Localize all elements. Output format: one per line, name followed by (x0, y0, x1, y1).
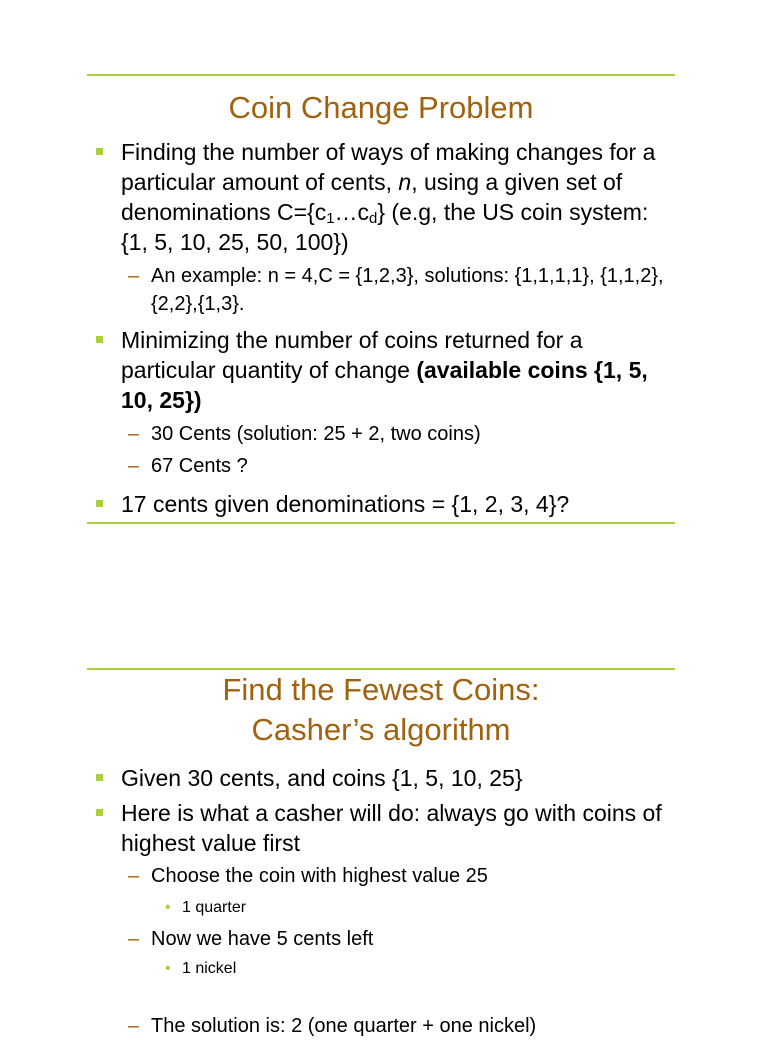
slide2-sub-bullet-3: – The solution is: 2 (one quarter + one nickel) (151, 1012, 681, 1040)
dash-bullet-icon: – (128, 265, 140, 287)
slide2-sub-bullet-2: – Now we have 5 cents left (151, 925, 681, 953)
dash-bullet-icon: – (128, 455, 140, 477)
bullet-square-icon (96, 500, 103, 507)
bullet-square-icon (96, 774, 103, 781)
dash-bullet-icon: – (128, 423, 140, 445)
bullet-square-icon (96, 336, 103, 343)
slide2-bullet-1: Given 30 cents, and coins {1, 5, 10, 25} (121, 763, 681, 793)
slide2-bullet-2: Here is what a casher will do: always go with coins of highest value first (121, 798, 681, 858)
slide1-sub-bullet-1: – An example: n = 4,C = {1,2,3}, solutions: {1,1,1,1}, {1,1,2},{2,2},{1,3}. (151, 262, 681, 318)
dot-bullet-icon: • (165, 960, 171, 977)
bullet-square-icon (96, 809, 103, 816)
slide1-title: Coin Change Problem (228, 90, 534, 125)
dot-bullet-icon: • (165, 899, 171, 916)
slide1-bullet-2: Minimizing the number of coins returned for a particular quantity of change (available coins {1, 5, 10, 25}) (121, 325, 681, 415)
slide1-bullet-1: Finding the number of ways of making changes for a particular amount of cents, n, using a given set of denominations $C=\{c_1\dots c_d\}$ (e.g, the US coin system: {1, 5, 10, 25, 50, 100}) (121, 137, 681, 257)
dash-bullet-icon: – (128, 1015, 140, 1037)
slide1-bottom-rule (87, 522, 675, 524)
slide1-bullet-3: 17 cents given denominations = {1, 2, 3, 4}? (121, 489, 681, 519)
slide2-title-line-2: Casher’s algorithm (251, 712, 511, 747)
slide2-sub-sub-bullet-1: • 1 quarter (182, 897, 582, 919)
slide1-sub-bullet-3: – 67 Cents ? (151, 452, 681, 480)
dash-bullet-icon: – (128, 928, 140, 950)
slide2-title-line-1: Find the Fewest Coins: (222, 672, 540, 707)
slide2-sub-bullet-1: – Choose the coin with highest value 25 (151, 862, 681, 890)
bullet-square-icon (96, 148, 103, 155)
slide2-sub-sub-bullet-2: • 1 nickel (182, 958, 582, 980)
slide1-top-rule (87, 74, 675, 76)
slide2-title (87, 670, 675, 750)
dash-bullet-icon: – (128, 865, 140, 887)
slide1-sub-bullet-2: – 30 Cents (solution: 25 + 2, two coins) (151, 420, 681, 448)
